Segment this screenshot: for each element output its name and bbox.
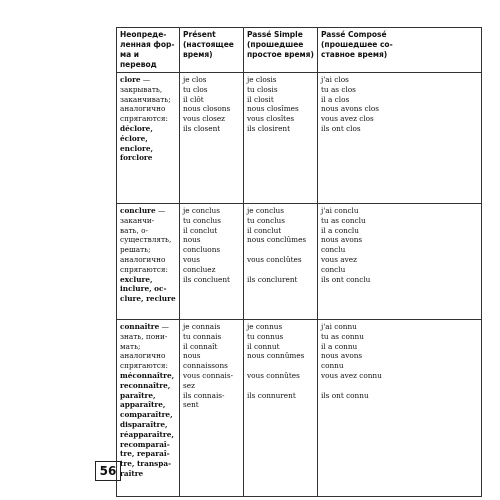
cell-line: nous [183, 351, 201, 361]
cell-line: Passé Composé [321, 30, 387, 39]
lead-line [120, 381, 176, 391]
present-cell [180, 73, 244, 204]
cell-line: connaissons [183, 361, 228, 371]
lead-text: аналогично [120, 104, 166, 114]
cell-line: vous [183, 254, 200, 264]
cell-line: ils closent [183, 123, 221, 133]
cell-line: tu connus [247, 331, 284, 341]
verb-headword: raître [120, 468, 144, 478]
verb-headword: forclore [120, 153, 153, 163]
cell-line: j'ai clos [321, 75, 349, 84]
cell-line: простое время) [247, 50, 314, 59]
verb-cell [117, 73, 180, 204]
lead-line [120, 459, 176, 469]
cell-line: nous closîmes [247, 104, 299, 114]
cell-line [247, 265, 314, 275]
cell-line: nous closons [183, 104, 231, 114]
cell-line: il a conclu [321, 225, 359, 235]
lead-line [120, 430, 176, 440]
cell-line: nous conclûmes [247, 235, 307, 245]
header-cell-present [180, 28, 244, 73]
verb-headword: tre, reparaî- [120, 449, 170, 459]
lead-line [120, 449, 176, 459]
verb-headword: reconnaître, [120, 380, 171, 390]
lead-text: вать, о- [120, 225, 148, 235]
passe-compose-cell [318, 204, 482, 320]
cell-line: vous avez [321, 254, 357, 264]
cell-line: nous avons [321, 351, 363, 361]
lead-line [120, 226, 176, 236]
lead-line [120, 420, 176, 430]
cell-line: ма и перевод [120, 50, 157, 69]
verb-headword: déclore, [120, 123, 153, 133]
cell-line: j'ai connu [321, 322, 357, 331]
cell-line [321, 381, 478, 391]
lead-line [120, 245, 176, 255]
passe-simple-cell [244, 204, 318, 320]
lead-line [120, 216, 176, 226]
verb-headword: comparaître, [120, 410, 173, 420]
verb-headword: clure, reclure [120, 294, 176, 304]
passe-compose-cell [318, 320, 482, 497]
lead-line [120, 275, 176, 285]
cell-line: nous [183, 235, 201, 245]
table-row [117, 320, 482, 497]
lead-line [120, 371, 176, 381]
lead-text: — [155, 206, 166, 215]
lead-line [120, 255, 176, 265]
verb-headword: paraître, [120, 390, 156, 400]
cell-line: tu connais [183, 331, 222, 341]
cell-line: Неопреде- [120, 30, 167, 39]
page-number: 56 [95, 461, 121, 481]
cell-line: nous avons [321, 235, 363, 245]
cell-line: (прошедшее [247, 40, 304, 49]
lead-text: спрягаются: [120, 264, 168, 274]
verb-cell [117, 204, 180, 320]
lead-line [120, 114, 176, 124]
cell-line: tu as conclu [321, 215, 366, 225]
lead-line [120, 206, 176, 216]
cell-line: je conclus [183, 206, 220, 215]
cell-line: concluez [183, 264, 216, 274]
lead-line [120, 322, 176, 332]
cell-line: il connaît [183, 341, 218, 351]
cell-line: nous avons clos [321, 104, 380, 114]
cell-line: tu closis [247, 84, 278, 94]
cell-line: je conclus [247, 206, 284, 215]
cell-line: ленная фор- [120, 40, 175, 49]
passe-simple-cell [244, 320, 318, 497]
cell-line: concluons [183, 245, 221, 255]
lead-text: аналогично [120, 254, 166, 264]
lead-text: заканчи- [120, 215, 155, 225]
verb-headword: apparaître, [120, 400, 166, 410]
lead-text: — [159, 322, 169, 331]
cell-line: tu conclus [183, 215, 221, 225]
lead-line [120, 342, 176, 352]
lead-text: мать; [120, 341, 141, 351]
cell-line: vous connûtes [247, 370, 300, 380]
cell-line: время) [183, 50, 213, 59]
lead-text: существлять, [120, 235, 172, 245]
cell-line: je closis [247, 75, 277, 84]
lead-text: закрывать, [120, 84, 163, 94]
verb-headword: clore [120, 75, 141, 84]
cell-line: conclu [321, 264, 346, 274]
verb-headword: disparaître, [120, 419, 168, 429]
cell-line: vous connais- [183, 370, 234, 380]
cell-line [247, 361, 314, 371]
cell-line: ils closirent [247, 123, 291, 133]
cell-line: il conclut [183, 225, 218, 235]
cell-line: (прошедшее со- [321, 40, 393, 49]
verb-headword: recomparaî- [120, 439, 170, 449]
verb-headword: conclure [120, 206, 156, 215]
cell-line [247, 245, 314, 255]
lead-text: спрягаются: [120, 114, 168, 124]
cell-line: il closit [247, 94, 274, 104]
lead-line [120, 265, 176, 275]
cell-line: il conclut [247, 225, 282, 235]
verb-headword: connaître [120, 322, 160, 331]
verb-headword: tre, transpa- [120, 459, 172, 469]
table-row [117, 73, 482, 204]
cell-line: il clôt [183, 94, 204, 104]
lead-line [120, 95, 176, 105]
cell-line: ils concluent [183, 274, 230, 284]
cell-line: je connus [247, 322, 283, 331]
lead-text: знать, пони- [120, 331, 168, 341]
cell-line: je connais [183, 322, 221, 331]
lead-text: спрягаются: [120, 361, 168, 371]
lead-text: — [140, 75, 151, 84]
lead-line [120, 75, 176, 85]
lead-text: аналогично [120, 351, 166, 361]
cell-line: nous connûmes [247, 351, 305, 361]
cell-line: Présent [183, 30, 216, 39]
cell-line: vous closîtes [247, 114, 295, 124]
present-cell [180, 320, 244, 497]
verb-headword: inclure, oc- [120, 284, 167, 294]
lead-line [120, 153, 176, 163]
lead-line [120, 124, 176, 134]
lead-text: решать; [120, 245, 151, 255]
verb-headword: exclure, [120, 274, 153, 284]
passe-simple-cell [244, 73, 318, 204]
cell-line: je clos [183, 75, 207, 84]
cell-line: vous avez connu [321, 370, 382, 380]
lead-line [120, 85, 176, 95]
cell-line: ils ont clos [321, 123, 361, 133]
cell-line: il a connu [321, 341, 358, 351]
cell-line [247, 381, 314, 391]
table-header-row [117, 28, 482, 73]
cell-line: vous conclûtes [247, 254, 302, 264]
lead-line [120, 294, 176, 304]
verb-headword: réapparaître, [120, 429, 174, 439]
cell-line: vous avez clos [321, 114, 374, 124]
cell-line: ставное время) [321, 50, 388, 59]
lead-line [120, 469, 176, 479]
cell-line: tu as connu [321, 331, 364, 341]
cell-line: (настоящее [183, 40, 234, 49]
cell-line: sez [183, 380, 195, 390]
cell-line: tu clos [183, 84, 208, 94]
cell-line: sent [183, 400, 199, 410]
verb-headword: éclore, [120, 133, 148, 143]
cell-line: tu conclus [247, 215, 285, 225]
cell-line: tu as clos [321, 84, 356, 94]
passe-compose-cell [318, 73, 482, 204]
cell-line: ils conclurent [247, 274, 298, 284]
lead-line [120, 410, 176, 420]
verb-headword: méconnaître, [120, 370, 175, 380]
lead-line [120, 235, 176, 245]
lead-line [120, 361, 176, 371]
cell-line: ils ont conclu [321, 274, 371, 284]
verb-headword: enclore, [120, 143, 154, 153]
header-cell-infinitive [117, 28, 180, 73]
cell-line: ils connurent [247, 390, 296, 400]
lead-line [120, 332, 176, 342]
lead-line [120, 400, 176, 410]
cell-line: ils ont connu [321, 390, 369, 400]
lead-line [120, 104, 176, 114]
header-cell-passe-compose [318, 28, 482, 73]
conjugation-table [116, 27, 482, 497]
lead-line [120, 351, 176, 361]
lead-text: заканчивать; [120, 94, 171, 104]
cell-line: conclu [321, 245, 346, 255]
header-cell-passe-simple [244, 28, 318, 73]
cell-line: Passé Simple [247, 30, 303, 39]
lead-line [120, 284, 176, 294]
present-cell [180, 204, 244, 320]
cell-line: il connut [247, 341, 280, 351]
cell-line: vous closez [183, 114, 225, 124]
lead-line [120, 440, 176, 450]
cell-line: j'ai conclu [321, 206, 359, 215]
lead-line [120, 391, 176, 401]
cell-line: ils connais- [183, 390, 225, 400]
verb-cell [117, 320, 180, 497]
lead-line [120, 134, 176, 144]
table-row [117, 204, 482, 320]
lead-line [120, 144, 176, 154]
cell-line: il a clos [321, 94, 350, 104]
cell-line: connu [321, 361, 344, 371]
